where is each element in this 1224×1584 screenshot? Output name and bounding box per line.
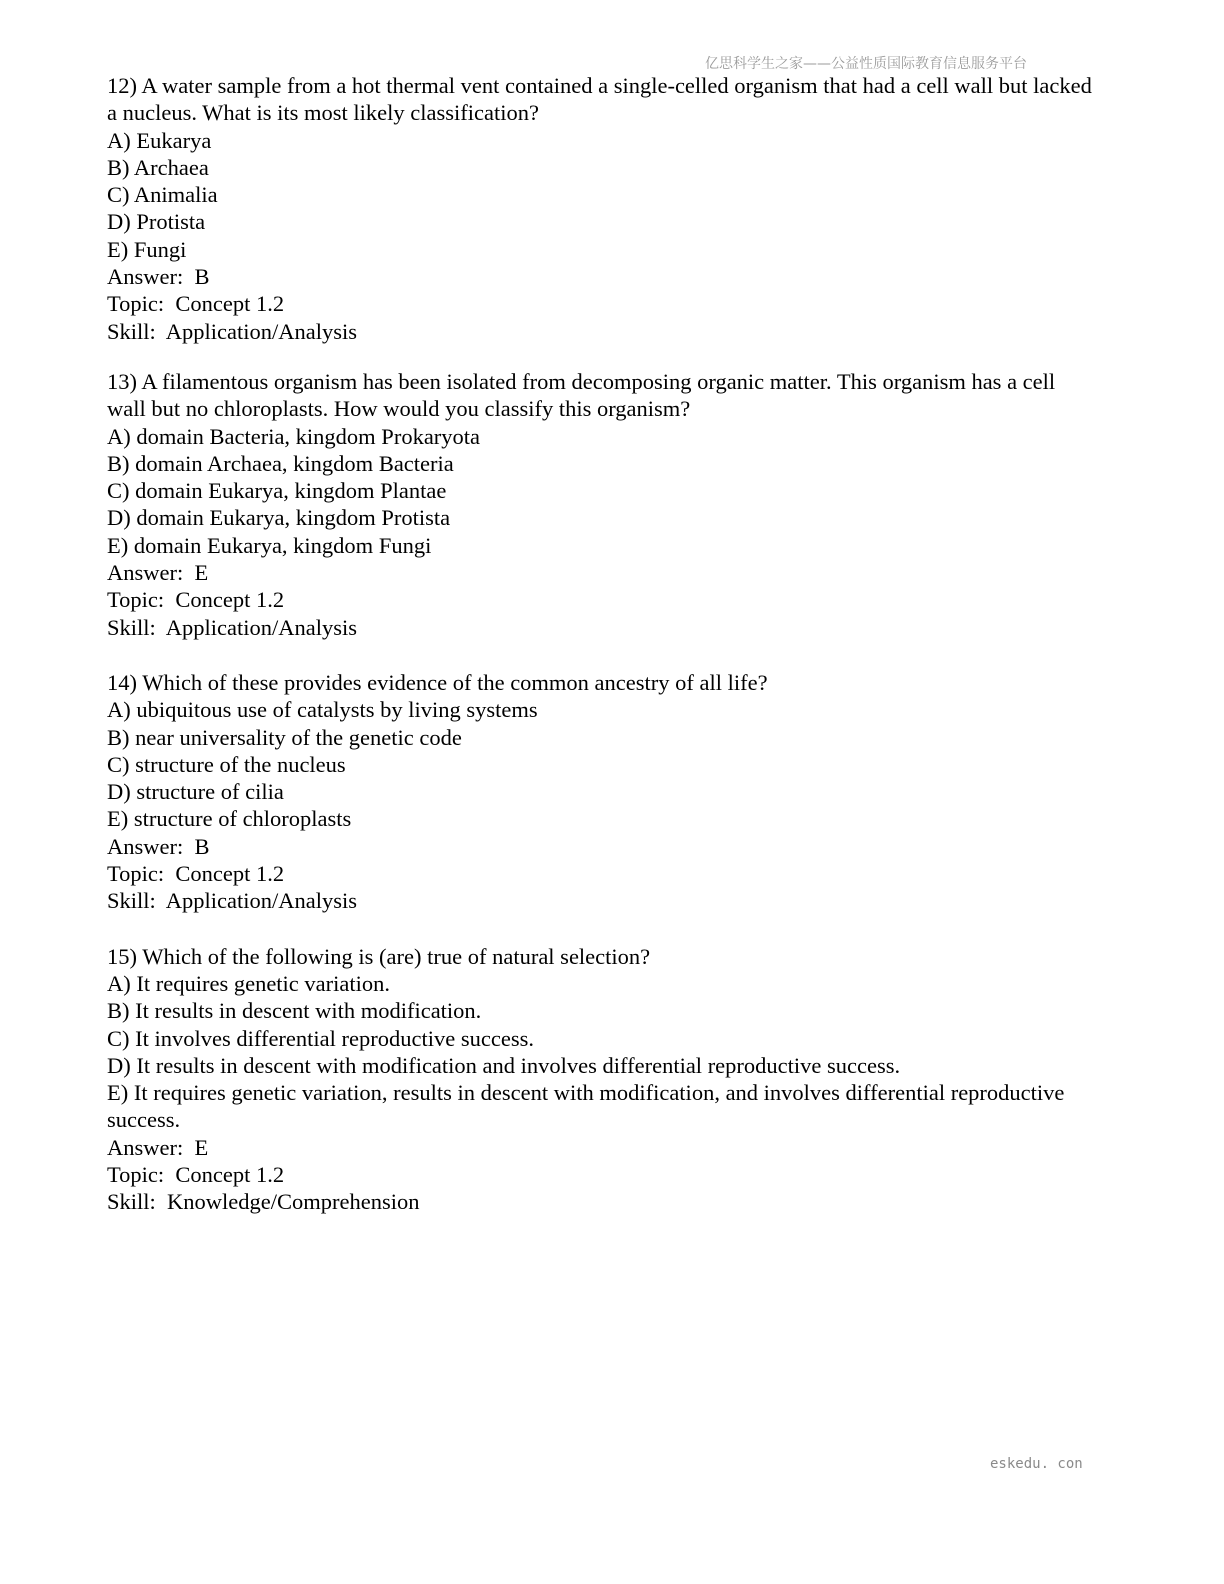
question-text: 13) A filamentous organism has been isolated from decomposing organic matter. This organism has a cell wall but no chloroplasts. How would you classify this organism? (107, 368, 1056, 422)
option-e: E) Fungi (107, 236, 187, 262)
topic-line: Topic: Concept 1.2 (107, 587, 285, 613)
document-body (107, 72, 1097, 1216)
question-14 (107, 669, 1097, 915)
option-a: A) domain Bacteria, kingdom Prokaryota (107, 423, 481, 449)
question-text: 15) Which of the following is (are) true of natural selection? (107, 943, 651, 969)
option-b: B) domain Archaea, kingdom Bacteria (107, 450, 454, 476)
option-c: C) structure of the nucleus (107, 751, 346, 777)
skill-line: Skill: Application/Analysis (107, 614, 358, 640)
option-e: E) It requires genetic variation, results in descent with modification, and involves differential reproductive success. (107, 1080, 1071, 1133)
option-e: E) structure of chloroplasts (107, 806, 352, 832)
topic-line: Topic: Concept 1.2 (107, 291, 285, 317)
option-a: A) ubiquitous use of catalysts by living systems (107, 697, 538, 723)
option-b: B) near universality of the genetic code (107, 724, 462, 750)
option-a: A) Eukarya (107, 127, 212, 153)
skill-line: Skill: Knowledge/Comprehension (107, 1189, 420, 1215)
topic-line: Topic: Concept 1.2 (107, 1161, 285, 1187)
option-c: C) It involves differential reproductive success. (107, 1025, 534, 1051)
header-watermark: 亿思科学生之家——公益性质国际教育信息服务平台 (705, 56, 1027, 72)
option-a: A) It requires genetic variation. (107, 970, 391, 996)
answer-line: Answer: B (107, 833, 210, 859)
skill-line: Skill: Application/Analysis (107, 318, 358, 344)
option-e: E) domain Eukarya, kingdom Fungi (107, 532, 432, 558)
option-c: C) Animalia (107, 182, 218, 208)
skill-line: Skill: Application/Analysis (107, 888, 358, 914)
question-13 (107, 368, 1097, 641)
answer-line: Answer: E (107, 560, 209, 586)
option-d: D) structure of cilia (107, 779, 284, 805)
option-c: C) domain Eukarya, kingdom Plantae (107, 478, 447, 504)
answer-line: Answer: E (107, 1134, 209, 1160)
question-text: 12) A water sample from a hot thermal vent contained a single-celled organism that had a cell wall but lacked a nucleus. What is its most likely classification? (107, 73, 1092, 126)
question-12 (107, 72, 1097, 345)
question-15 (107, 943, 1097, 1216)
footer-watermark: eskedu. con (990, 1456, 1083, 1472)
option-d: D) domain Eukarya, kingdom Protista (107, 505, 451, 531)
question-text: 14) Which of these provides evidence of the common ancestry of all life? (107, 669, 768, 695)
option-d: D) Protista (107, 209, 206, 235)
answer-line: Answer: B (107, 264, 210, 290)
topic-line: Topic: Concept 1.2 (107, 861, 285, 887)
option-b: B) It results in descent with modification. (107, 998, 482, 1024)
option-b: B) Archaea (107, 154, 209, 180)
option-d: D) It results in descent with modification and involves differential reproductive success. (107, 1052, 901, 1078)
